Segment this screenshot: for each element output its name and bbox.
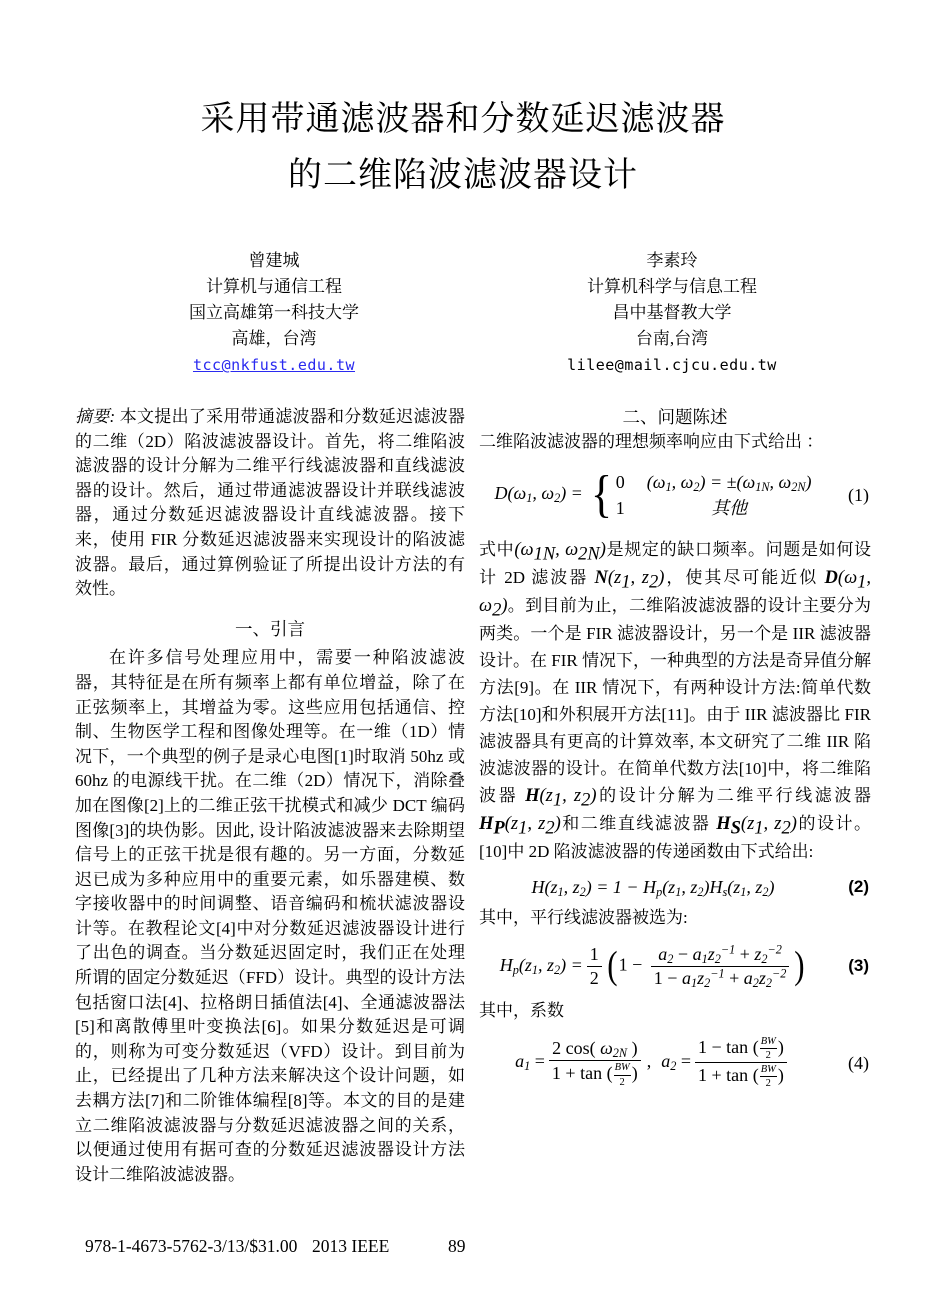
equation-3-number: (3) — [848, 955, 869, 975]
eq1-case-row-2: 1 其他 — [615, 497, 748, 518]
eq3-open-paren: ( — [607, 945, 618, 988]
author-2-city: 台南,台湾 — [635, 329, 709, 348]
bw-mini-fraction: $\frac{BW}{2}$ — [614, 1062, 630, 1088]
right-column — [479, 405, 871, 1187]
eq3-lhs: $H_p(z_1$, $z_2$) = — [499, 954, 583, 977]
author-block-1 — [75, 248, 473, 378]
equation-2 — [479, 875, 871, 899]
eq4-a2-fraction: 1 − tan ( $\frac{BW}{2}$ ) 1 + tan ( $\frac{BW}{2}$ ) — [695, 1035, 787, 1091]
equation-4-number: (4) — [848, 1052, 869, 1073]
section-heading-problem: 二、问题陈述 — [622, 407, 728, 427]
paper-title-line-2: 的二维陷波滤波器设计 — [288, 157, 638, 194]
bw-mini-fraction: $\frac{BW}{2}$ — [760, 1064, 776, 1090]
copyright-text: 2013 IEEE — [312, 1236, 390, 1256]
eq3-half-fraction: $\frac{1}{2}$ — [587, 943, 602, 991]
eq1-brace: { — [590, 466, 612, 524]
author-1-city: 高雄，台湾 — [231, 329, 317, 348]
paper-title — [0, 92, 926, 204]
equation-3 — [479, 940, 871, 992]
equation-4-body: $a_1$ = 2 cos( $\omega_{2N}$ ) 1 + tan ( $\frac{BW}{2}$ ) , $a_2$ = 1 − tan ( $\frac{BW}{2}$ ) 1 + tan ( $\frac{BW}{2}$ ) — [479, 1035, 827, 1091]
author-1-email-link[interactable]: tcc@nkfust.edu.tw — [192, 356, 356, 374]
body-columns — [75, 405, 871, 1187]
equation-3-body: $H_p(z_1$, $z_2$) = $\frac{1}{2}$ (1 − $\frac{a_2 - a_1z_2^{-1} + z_2^{-2}}{1 - a_1z_2^{-1} + a_2z_2^{-2}}$ ) — [479, 940, 827, 992]
left-column — [75, 405, 465, 1187]
author-2-name: 李素玲 — [646, 251, 698, 270]
authors-row — [75, 248, 871, 378]
equation-2-number: (2) — [848, 877, 869, 897]
problem-intro-line: 二维陷波滤波器的理想频率响应由下式给出 ： — [479, 431, 824, 451]
eq1-case-row-1: 0 ($\omega_1$, $\omega_2) = \pm(\omega_{1N}$, $\omega_{2N}$) — [615, 472, 812, 495]
author-2-email: lilee@mail.cjcu.edu.tw — [567, 356, 777, 374]
abstract-paragraph: 摘要: 本文提出了采用带通滤波器和分数延迟滤波器的二维（2D）陷波滤波器设计。首先，将二维陷波滤波器的设计分解为二维平行线滤波器和直线滤波器的设计。然后，通过带通滤波器设计并联线滤波器，通过分数延迟滤波器设计直线滤波器。接下来，使用 FIR 分数延迟滤波器来实现设计的陷波滤波器。最后，通过算例验证了所提出设计方法的有效性。 — [75, 407, 465, 599]
section-heading-introduction: 一、引言 — [235, 618, 305, 639]
parallel-filter-line: 其中，平行线滤波器被选为: — [479, 907, 688, 927]
author-1-univ: 国立高雄第一科技大学 — [189, 303, 359, 322]
author-1-dept: 计算机与通信工程 — [206, 277, 342, 296]
equation-1-body — [479, 460, 827, 530]
equation-2-body: $H(z_1$, $z_2) = 1 - H_p(z_1$, $z_2)H_s(z_1$, $z_2$) — [531, 877, 775, 900]
author-1-name: 曾建城 — [248, 251, 300, 270]
introduction-paragraph: 在许多信号处理应用中，需要一种陷波滤波器，其特征是在所有频率上都有单位增益，除了在正弦频率上，其增益为零。这些应用包括通信、控制、生物医学工程和图像处理等。在一维（1D）情况下，一个典型的例子是录心电图[1]时取消 50hz 或 60hz 的电源线干扰。在二维（2D）情况下，消除叠加在图像[2]上的二维正弦干扰模式和减少 DCT 编码图像[3]的块伪影。因此, 设计陷波滤波器来去除期望信号上的正弦干扰是很有趣的。另一方面，分数延迟已成为多种应用中的重要元素，如乐器建模、数字接收器中的时间调整、语音编码和梳状滤波器设计等。在教程论文[4]中对分数延迟滤波器设计进行了出色的调查。当分数延迟固定时，我们正在处理所谓的固定分数延迟（FFD）设计。典型的设计方法包括窗口法[4]、拉格朗日插值法[4]、全通滤波器法[5]和离散傅里叶变换法[6]。如果分数延迟是可调的，则称为可变分数延迟（VFD）设计。到目前为止，已经提出了几种方法来解决这个设计问题，如去耦方法[7]和二阶锥体编程[8]等。本文的目的是建立二维陷波滤波器与分数延迟滤波器之间的关系，以便通过使用有据可查的分数延迟滤波器设计方法设计二维陷波滤波器。 — [75, 648, 465, 1184]
bw-mini-fraction: $\frac{BW}{2}$ — [760, 1036, 776, 1062]
eq1-cases — [616, 470, 812, 520]
page-number: 89 — [448, 1236, 466, 1256]
isbn-text: 978-1-4673-5762-3/13/$31.00 — [85, 1236, 298, 1256]
paper-title-line-1: 采用带通滤波器和分数延迟滤波器 — [200, 101, 726, 138]
eq4-a1-lhs: $a_1$ = — [515, 1050, 545, 1074]
eq3-close-paren: ) — [794, 945, 805, 988]
eq4-a1-fraction: 2 cos( $\omega_{2N}$ ) 1 + tan ( $\frac{BW}{2}$ ) — [549, 1037, 641, 1089]
eq1-lhs: $D(\omega_1$, $\omega_2$) = — [494, 483, 583, 506]
eq4-a2-lhs: $a_2$ = — [661, 1050, 692, 1074]
coefficients-line: 其中，系数 — [479, 1000, 564, 1020]
author-2-univ: 昌中基督教大学 — [612, 303, 732, 322]
author-2-dept: 计算机科学与信息工程 — [587, 277, 757, 296]
equation-1-number: (1) — [848, 485, 869, 506]
equation-4 — [479, 1035, 871, 1091]
author-block-2 — [473, 248, 871, 378]
eq3-main-fraction: $\frac{a_2 - a_1z_2^{-1} + z_2^{-2}}{1 - a_1z_2^{-1} + a_2z_2^{-2}}$ — [651, 943, 790, 991]
footer — [0, 1236, 926, 1262]
equation-1 — [479, 460, 871, 530]
problem-paragraph: 式中($\omega_{1N}$, $\omega_{2N}$)是规定的缺口频率。问题是如何设计 2D 滤波器 $N(z_1$, $z_2$)，使其尽可能近似 $D(\omega_1$, $\omega_2$)。到目前为止，二维陷波滤波器的设计主要分为两类。一个是 FIR 滤波器设计，另一个是 IIR 滤波器设计。在 FIR 情况下，一种典型的方法是奇异值分解方法[9]。在 IIR 情况下，有两种设计方法:简单代数方法[10]和外积展开方法[11]。由于 IIR 滤波器比 FIR 滤波器具有更高的计算效率, 本文研究了二维 IIR 陷波滤波器的设计。在简单代数方法[10]中，将二维陷波器 $H(z_1$, $z_2$)的设计分解为二维平行线滤波器 $H_P(z_1$, $z_2$)和二维直线滤波器 $H_S(z_1$, $z_2$)的设计。[10]中 2D 陷波滤波器的传递函数由下式给出: — [479, 540, 872, 862]
